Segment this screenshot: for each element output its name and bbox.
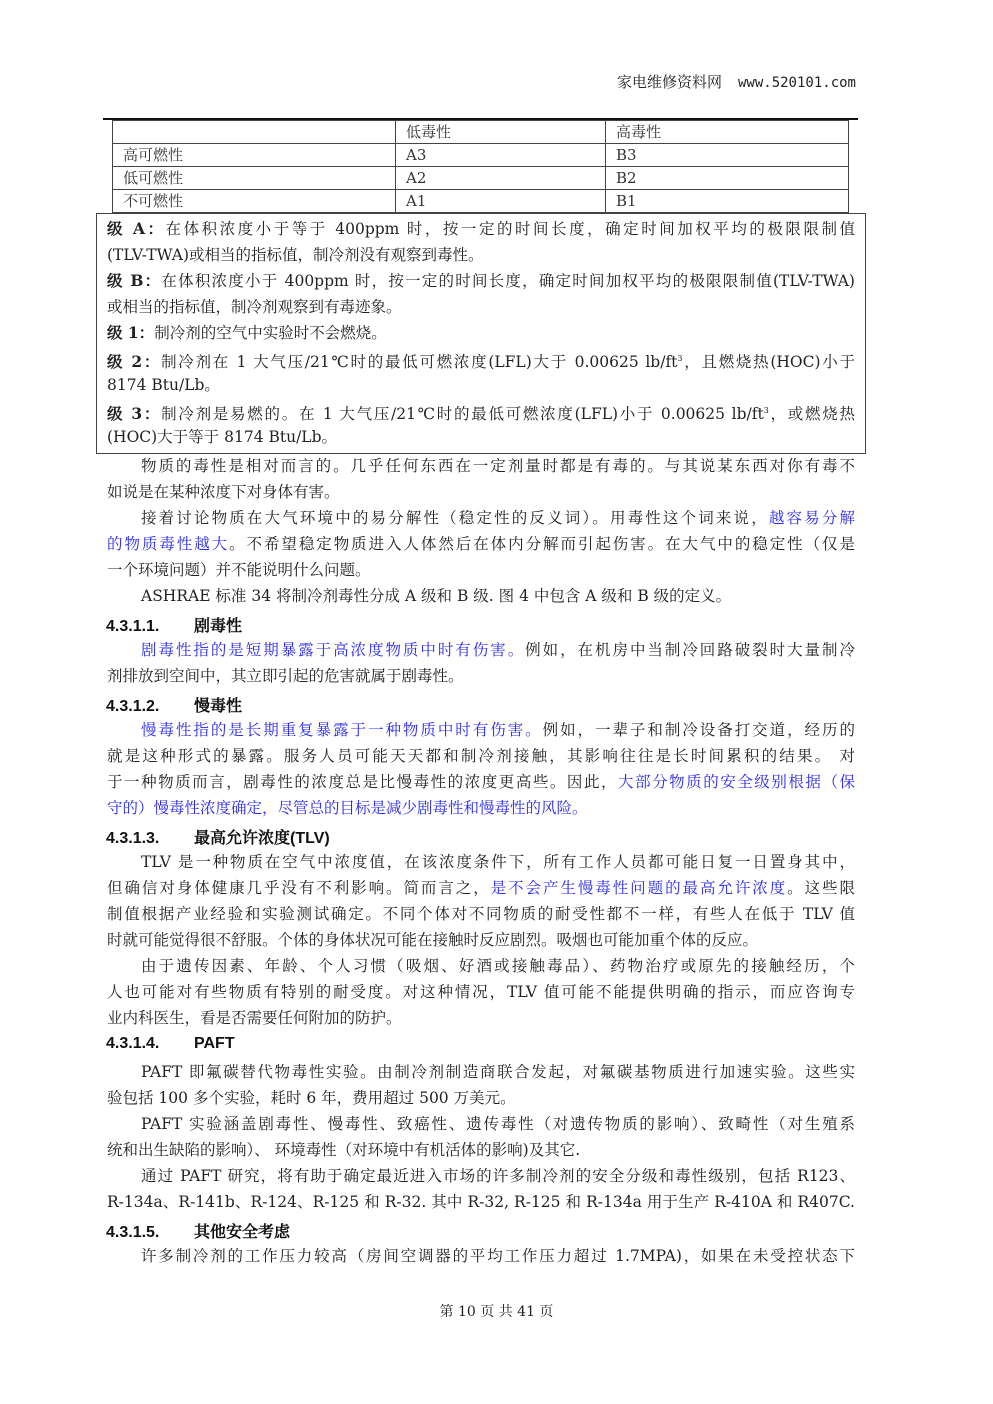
text-line [141, 849, 855, 875]
text-span: 由于遗传因素、年龄、个人习惯（吸烟、好酒或接触毒品）、药物治疗或原先的接触经历，个 [141, 957, 855, 975]
text-span: 剂排放到空间中，其立即引起的危害就属于剧毒性。 [107, 667, 464, 685]
text-line [107, 795, 855, 821]
section-number: 4.3.1.2. [106, 698, 160, 715]
section-number: 4.3.1.1. [106, 618, 160, 635]
section-title: 最高允许浓度(TLV) [194, 830, 330, 847]
text-span: 。这些限 [787, 879, 855, 897]
table-row [113, 167, 849, 190]
section-heading [106, 1035, 235, 1053]
section-heading [106, 613, 242, 636]
text-line [107, 216, 855, 242]
text-span: R-134a、R-141b、R-124、R-125 和 R-32. 其中 R-32, R-125 和 R-134a 用于生产 R-410A 和 R407C. [107, 1193, 855, 1211]
text-line [141, 1111, 855, 1137]
text-span: 在体积浓度小于 400ppm 时，按一定的时间长度，确定时间加权平均的极限限制值(TLV-TWA) [161, 272, 855, 290]
text-span: 接着讨论物质在大气环境中的易分解性（稳定性的反义词）。用毒性这个词来说， [141, 509, 769, 527]
text-span: 统和出生缺陷的影响）、 环境毒性（对环境中有机活体的影响)及其它. [107, 1141, 581, 1159]
text-span: TLV 是一种物质在空气中浓度值，在该浓度条件下，所有工作人员都可能日复一日置身其中， [141, 853, 855, 871]
text-span: PAFT 实验涵盖剧毒性、慢毒性、致癌性、遗传毒性（对遗传物质的影响）、致畸性（对生殖系 [141, 1115, 855, 1133]
table-cell: 高可燃性 [113, 144, 396, 167]
text-line [107, 531, 855, 557]
highlighted-text: 的物质毒性越大 [107, 535, 230, 553]
text-span: (HOC)大于等于 8174 Btu/Lb。 [107, 428, 338, 446]
grade-label: 级 B： [107, 271, 162, 290]
text-span: 8174 Btu/Lb。 [107, 376, 220, 394]
text-line [107, 242, 855, 268]
table-cell: 低可燃性 [113, 167, 396, 190]
text-line [107, 769, 855, 795]
text-span: ASHRAE 标准 34 将制冷剂毒性分成 A 级和 B 级. 图 4 中包含 A 级和 B 级的定义。 [141, 587, 732, 605]
text-span: 3 [677, 354, 683, 363]
text-span: 许多制冷剂的工作压力较高（房间空调器的平均工作压力超过 1.7MPA)，如果在未受控状态下 [141, 1247, 855, 1265]
site-name: 家电维修资料网 [616, 73, 722, 91]
table-cell: A3 [396, 144, 606, 167]
text-line [107, 1085, 855, 1111]
table-cell: A2 [396, 167, 606, 190]
section-title: 其他安全考虑 [194, 1224, 291, 1241]
table-cell: A1 [396, 190, 606, 213]
text-span: (TLV-TWA)或相当的指标值，制冷剂没有观察到毒性。 [107, 246, 484, 264]
highlighted-text: 慢毒性指的是长期重复暴露于一种物质中时有伤害。 [141, 721, 543, 739]
text-span: 物质的毒性是相对而言的。几乎任何东西在一定剂量时都是有毒的。与其说某东西对你有毒不 [141, 457, 855, 475]
table-header-high-toxicity: 高毒性 [606, 121, 849, 144]
text-line [107, 479, 855, 505]
grade-label: 级 1： [107, 323, 155, 342]
text-line [107, 663, 855, 689]
text-span: 例如，在机房中当制冷回路破裂时大量制冷 [525, 641, 855, 659]
safety-class-table [112, 120, 849, 213]
text-span: ，或燃烧热 [768, 405, 855, 424]
highlighted-text: 大部分物质的安全级别根据（保 [618, 773, 855, 791]
text-span: 业内科医生，看是否需要任何附加的防护。 [107, 1009, 402, 1027]
text-line [107, 743, 855, 769]
text-line [141, 1059, 855, 1085]
table-cell [113, 121, 396, 144]
text-line [141, 583, 855, 609]
highlighted-text: 是不会产生慢毒性问题的最高允许浓度 [490, 879, 788, 897]
text-line [107, 875, 855, 901]
text-line [141, 637, 855, 663]
text-line [141, 1243, 855, 1269]
section-title: 慢毒性 [194, 698, 243, 715]
table-header-low-toxicity: 低毒性 [396, 121, 606, 144]
text-line [107, 1005, 855, 1031]
text-line [107, 398, 855, 424]
text-line [141, 953, 855, 979]
section-heading [106, 825, 330, 848]
section-number: 4.3.1.3. [106, 830, 160, 847]
site-url: www.520101.com [737, 75, 856, 91]
text-span: 于一种物质而言，剧毒性的浓度总是比慢毒性的浓度更高些。因此， [107, 773, 619, 791]
text-span: 时就可能觉得很不舒服。个体的身体状况可能在接触时反应剧烈。吸烟也可能加重个体的反应。 [107, 931, 759, 949]
text-line [141, 453, 855, 479]
table-header-row [113, 121, 849, 144]
text-line [107, 372, 855, 398]
text-span: PAFT 即氟碳替代物毒性实验。由制冷剂制造商联合发起，对氟碳基物质进行加速实验。这些实 [141, 1063, 855, 1081]
text-line [107, 927, 855, 953]
text-span: 例如，一辈子和制冷设备打交道，经历的 [542, 721, 855, 739]
text-line [141, 505, 855, 531]
table-cell: B2 [606, 167, 849, 190]
text-span: 制冷剂在 1 大气压/21℃时的最低可燃浓度(LFL)大于 0.00625 lb/ft [161, 353, 678, 372]
text-span: 但确信对身体健康几乎没有不利影响。简而言之， [107, 879, 491, 897]
table-cell: 不可燃性 [113, 190, 396, 213]
text-span: 通过 PAFT 研究，将有助于确定最近进入市场的许多制冷剂的安全分级和毒性级别，包括 R123、 [141, 1167, 855, 1185]
text-span: ，且燃烧热(HOC)小于 [682, 353, 855, 372]
table-cell: B3 [606, 144, 849, 167]
text-line [141, 1163, 855, 1189]
text-line [107, 294, 855, 320]
text-span: 制冷剂是易燃的。在 1 大气压/21℃时的最低可燃浓度(LFL)小于 0.00625 lb/ft [161, 405, 764, 424]
section-number: 4.3.1.5. [106, 1224, 160, 1241]
table-row [113, 144, 849, 167]
highlighted-text: 越容易分解 [768, 509, 855, 527]
text-line [107, 1137, 855, 1163]
section-title: 剧毒性 [194, 618, 243, 635]
page-header [617, 71, 856, 92]
text-line [107, 557, 855, 583]
text-span: 一个环境问题）并不能说明什么问题。 [107, 561, 371, 579]
page-number: 第 10 页 共 41 页 [439, 1304, 554, 1320]
text-span: 验包括 100 多个实验，耗时 6 年，费用超过 500 万美元。 [107, 1089, 516, 1107]
section-heading [106, 693, 242, 716]
text-span: 人也可能对有些物质有特别的耐受度。对这种情况，TLV 值可能不能提供明确的指示，而应咨询专 [107, 983, 855, 1001]
text-span: 或相当的指标值，制冷剂观察到有毒迹象。 [107, 298, 402, 316]
section-title: PAFT [194, 1035, 235, 1052]
text-span: 就是这种形式的暴露。服务人员可能天天都和制冷剂接触，其影响往往是长时间累积的结果。 对 [107, 747, 855, 765]
table-row [113, 190, 849, 213]
text-line [107, 979, 855, 1005]
section-heading [106, 1219, 290, 1242]
grade-label: 级 2： [107, 352, 162, 372]
table-cell: B1 [606, 190, 849, 213]
text-line [107, 1189, 855, 1215]
highlighted-text: 守的）慢毒性浓度确定，尽管总的目标是减少剧毒性和慢毒性的风险。 [107, 799, 588, 817]
text-line [107, 346, 855, 372]
text-line [107, 901, 855, 927]
text-span: 制冷剂的空气中实验时不会燃烧。 [154, 324, 387, 342]
text-line [107, 268, 855, 294]
section-number: 4.3.1.4. [106, 1035, 160, 1052]
text-span: 3 [763, 406, 769, 415]
text-span: 在体积浓度小于等于 400ppm 时，按一定的时间长度，确定时间加权平均的极限限制值 [165, 220, 855, 238]
highlighted-text: 剧毒性指的是短期暴露于高浓度物质中时有伤害。 [141, 641, 526, 659]
text-span: 。不希望稳定物质进入人体然后在体内分解而引起伤害。在大气中的稳定性（仅是 [229, 535, 855, 553]
text-line [107, 320, 855, 346]
text-line [141, 717, 855, 743]
text-span: 制值根据产业经验和实验测试确定。不同个体对不同物质的耐受性都不一样，有些人在低于 TLV 值 [107, 905, 855, 923]
text-line [107, 424, 855, 450]
text-span: 如说是在某种浓度下对身体有害。 [107, 483, 340, 501]
grade-label: 级 A： [107, 219, 166, 238]
grade-label: 级 3： [107, 404, 162, 424]
